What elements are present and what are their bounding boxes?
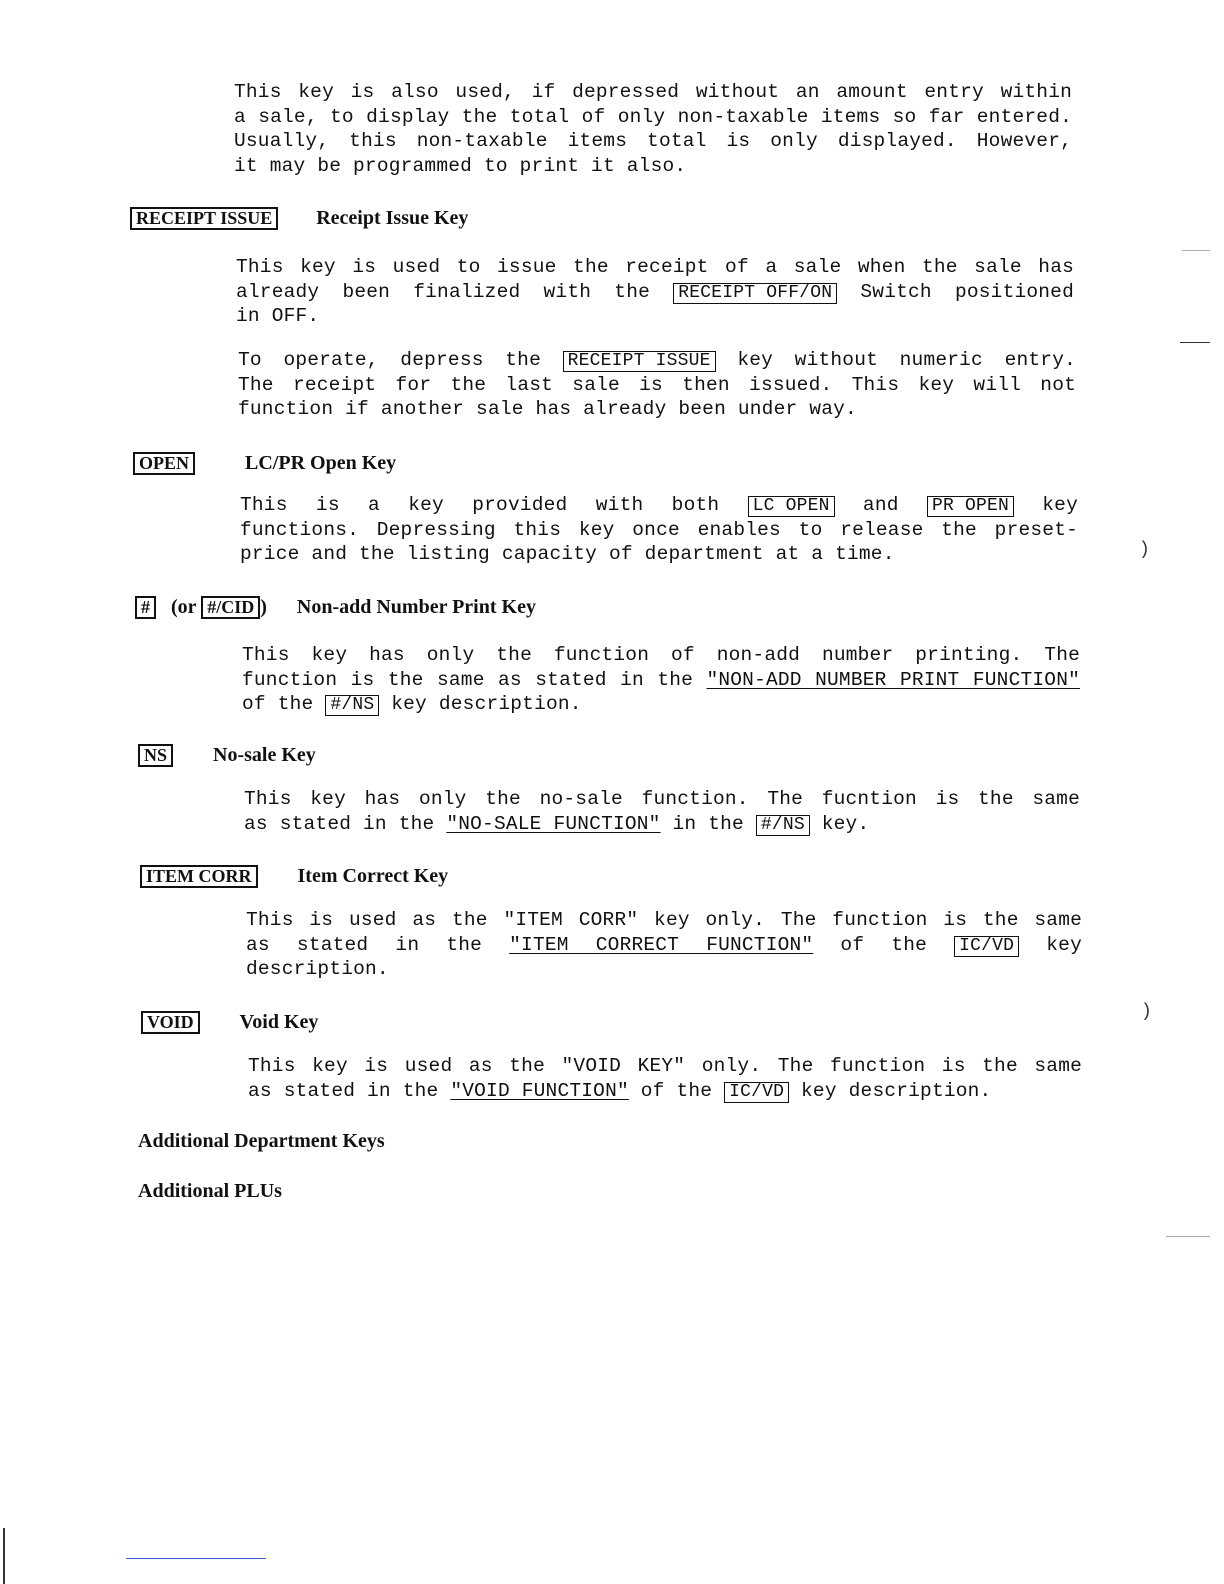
- nosale-paragraph: [244, 787, 1080, 836]
- lc-open-key-box: LC OPEN: [748, 496, 835, 517]
- receipt-issue-paragraph-1: [236, 255, 1074, 329]
- margin-dash: [1166, 1236, 1210, 1237]
- text-fragment: key: [1046, 933, 1082, 956]
- text-line: The receipt for the last sale is then issued. This key will not: [238, 373, 1076, 396]
- text-fragment: of the: [840, 933, 928, 956]
- underlined-reference: "NON-ADD NUMBER PRINT FUNCTION": [706, 668, 1080, 691]
- receipt-issue-heading: [130, 206, 468, 230]
- text-fragment: To operate, depress the: [238, 349, 541, 371]
- item-corr-paragraph: [246, 908, 1082, 982]
- margin-dash: [1182, 250, 1210, 251]
- text-line: This is used as the "ITEM CORR" key only. The function is the same: [246, 909, 1082, 931]
- or-text: (or: [171, 596, 197, 618]
- receipt-issue-key-box: RECEIPT ISSUE: [130, 207, 278, 230]
- text-line: description.: [246, 958, 389, 980]
- text-fragment: and: [862, 494, 899, 516]
- intro-line: Usually, this non-taxable items total is only displayed. However,: [234, 130, 1072, 152]
- pr-open-key-box: PR OPEN: [927, 496, 1014, 517]
- text-fragment: Switch positioned: [860, 280, 1074, 303]
- left-edge-line: [3, 1528, 5, 1584]
- void-title: Void Key: [239, 1011, 319, 1033]
- open-paragraph: [240, 493, 1078, 567]
- margin-paren-mark: ): [1141, 1002, 1152, 1022]
- text-fragment: of the: [640, 1079, 713, 1102]
- text-line: function if another sale has already been under way.: [238, 398, 857, 420]
- nosale-heading: [138, 743, 316, 767]
- receipt-issue-key-box: RECEIPT ISSUE: [563, 351, 716, 372]
- ic-vd-key-box: IC/VD: [724, 1082, 789, 1103]
- underlined-reference: "NO-SALE FUNCTION": [446, 812, 661, 835]
- underlined-reference: "VOID FUNCTION": [450, 1079, 629, 1102]
- text-fragment: already been finalized with the: [236, 280, 651, 303]
- additional-department-keys-heading: Additional Department Keys: [138, 1130, 385, 1152]
- text-line: [248, 1079, 1082, 1104]
- intro-line: a sale, to display the total of only non-taxable items so far entered.: [234, 105, 1072, 128]
- receipt-off-on-key-box: RECEIPT OFF/ON: [673, 283, 837, 304]
- text-line: This key is used to issue the receipt of a sale when the sale has: [236, 256, 1074, 278]
- text-line: [242, 692, 1080, 717]
- nosale-title: No-sale Key: [213, 744, 316, 766]
- text-fragment: This is a key provided with both: [240, 494, 720, 516]
- underlined-reference: "ITEM CORRECT FUNCTION": [509, 933, 814, 956]
- number-ns-key-box: #/NS: [756, 815, 810, 836]
- text-line: [236, 280, 1074, 305]
- void-key-box: VOID: [141, 1011, 200, 1034]
- receipt-issue-title: Receipt Issue Key: [316, 207, 469, 229]
- text-line: in OFF.: [236, 305, 320, 327]
- intro-line: it may be programmed to print it also.: [234, 154, 687, 177]
- number-heading: [135, 595, 536, 619]
- margin-paren-mark: ): [1139, 540, 1150, 560]
- number-cid-key-box: #/CID: [201, 596, 260, 619]
- text-fragment: as stated in the: [244, 812, 435, 835]
- open-title: LC/PR Open Key: [245, 452, 397, 474]
- text-line: This key has only the no-sale function. The fucntion is the same: [244, 788, 1080, 810]
- intro-line: This key is also used, if depressed without an amount entry within: [234, 81, 1072, 103]
- text-fragment: in the: [672, 812, 744, 835]
- text-line: [244, 812, 1080, 837]
- text-line: [240, 493, 1078, 518]
- text-fragment: of the: [242, 693, 314, 715]
- number-paragraph: [242, 643, 1080, 717]
- open-key-box: OPEN: [133, 452, 195, 475]
- intro-paragraph: [234, 80, 1072, 178]
- text-line: [246, 933, 1082, 958]
- text-fragment: key description.: [391, 693, 582, 715]
- text-fragment: as stated in the: [246, 933, 483, 956]
- text-fragment: key description.: [801, 1079, 992, 1102]
- text-line: This key has only the function of non-add number printing. The: [242, 644, 1080, 666]
- ns-key-box: NS: [138, 744, 173, 767]
- text-line: functions. Depressing this key once enables to release the preset-: [240, 518, 1078, 541]
- text-fragment: key without numeric entry.: [737, 349, 1077, 371]
- footer-rule: [126, 1558, 266, 1559]
- item-corr-title: Item Correct Key: [297, 865, 449, 887]
- text-fragment: key: [1042, 494, 1078, 516]
- number-title: Non-add Number Print Key: [296, 596, 536, 618]
- margin-dash: [1180, 342, 1210, 343]
- close-paren: ): [260, 596, 267, 618]
- number-key-box: #: [135, 596, 156, 619]
- open-heading: [133, 451, 396, 475]
- text-fragment: as stated in the: [248, 1079, 439, 1102]
- void-heading: [141, 1010, 318, 1034]
- text-line: [238, 348, 1076, 373]
- item-corr-key-box: ITEM CORR: [140, 865, 258, 888]
- receipt-issue-paragraph-2: [238, 348, 1076, 422]
- void-paragraph: [248, 1054, 1082, 1103]
- text-line: [242, 668, 1080, 693]
- text-line: This key is used as the "VOID KEY" only. The function is the same: [248, 1055, 1082, 1077]
- additional-plus-heading: Additional PLUs: [138, 1180, 282, 1202]
- text-line: price and the listing capacity of department at a time.: [240, 543, 895, 565]
- text-fragment: function is the same as stated in the: [242, 668, 694, 691]
- text-fragment: key.: [821, 812, 870, 835]
- number-ns-key-box: #/NS: [325, 695, 379, 716]
- item-corr-heading: [140, 864, 448, 888]
- ic-vd-key-box: IC/VD: [954, 936, 1019, 957]
